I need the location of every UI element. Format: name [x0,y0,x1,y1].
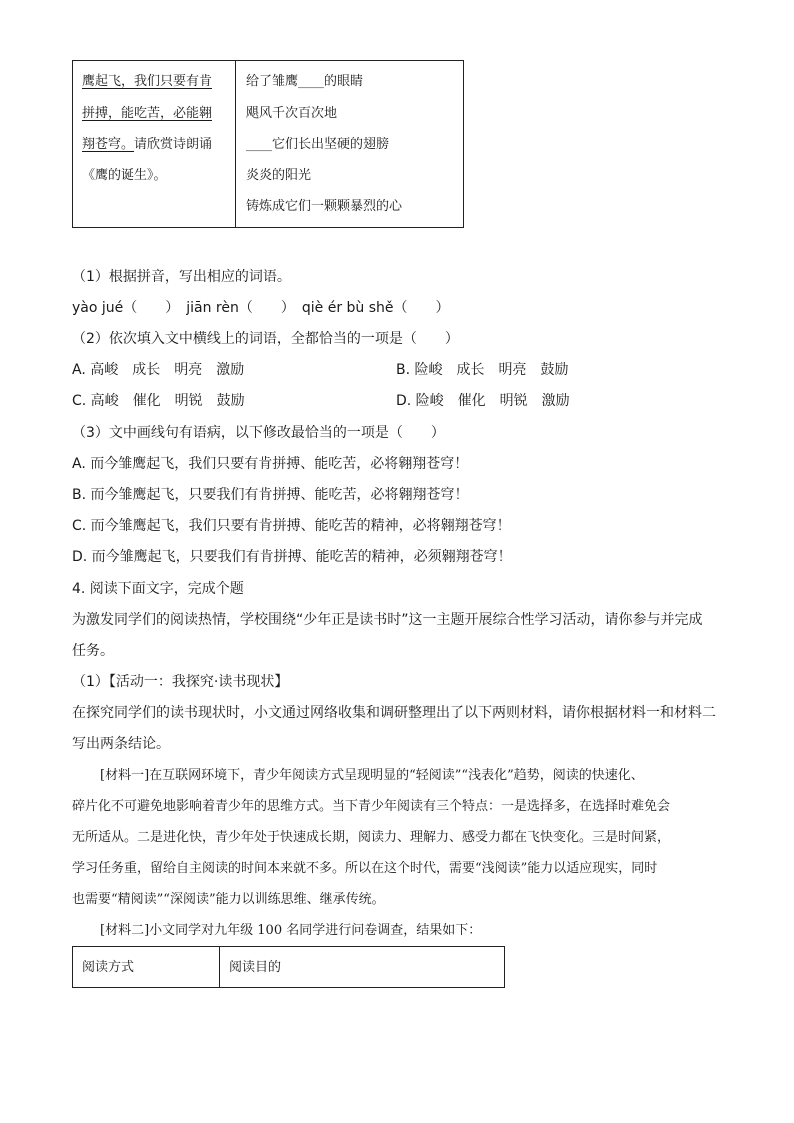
survey-table [72,946,505,988]
q4-intro-line-2: 任务。 [72,643,114,659]
q2-option-a[interactable]: A. 高峻 成长 明亮 激励 [72,362,245,378]
poem-right-line-1: 给了雏鹰____的眼睛 [246,74,364,89]
q4-task-line-2: 写出两条结论。 [72,736,170,752]
table-divider [219,947,220,987]
poem-right-line-5: 铸炼成它们一颗颗暴烈的心 [246,199,403,214]
q4-activity-1: （1）【活动一：我探究·读书现状】 [72,674,289,690]
q3-prompt: （3）文中画线句有语病，以下修改最恰当的一项是（ ） [72,425,445,441]
poem-right-line-3: ____它们长出坚硬的翅膀 [246,137,390,152]
q3-option-c[interactable]: C. 而今雏鹰起飞，我们只要有肯拼搏、能吃苦的精神，必将翱翔苍穹！ [72,518,511,534]
poem-left-line-1: 鹰起飞，我们只要有肯 [82,74,213,89]
q4-title: 4. 阅读下面文字，完成个题 [72,581,244,597]
material1-line-3: 无所适从。二是进化快，青少年处于快速成长期，阅读力、理解力、感受力都在飞快变化。三是时间紧， [72,830,671,845]
material1-line-1: [材料一]在互联网环境下，青少年阅读方式呈现明显的“轻阅读”“浅表化”趋势，阅读的快速化、 [100,768,644,783]
material2-text: [材料二]小文同学对九年级 100 名同学进行问卷调查，结果如下： [100,923,482,938]
poem-left-line-3-underlined: 翔苍穹。 [82,137,135,152]
poem-right-line-2: 飓风千次百次地 [246,106,338,121]
material1-line-4: 学习任务重，留给自主阅读的时间本来就不多。所以在这个时代，需要“浅阅读”能力以适应现实，同时 [72,861,658,876]
q1-pinyin: yào jué（ ） jiān rèn（ ） qiè ér bù shě（ ） [72,300,450,316]
survey-header-purpose: 阅读目的 [229,960,282,975]
poem-left-line-4: 《鹰的诞生》。 [82,168,167,183]
q2-prompt: （2）依次填入文中横线上的词语，全都恰当的一项是（ ） [72,331,459,347]
q2-option-b[interactable]: B. 险峻 成长 明亮 鼓励 [396,362,569,378]
poem-left-line-3 [82,137,212,153]
material1-line-5: 也需要“精阅读”“深阅读”能力以训练思维、继承传统。 [72,892,385,907]
q2-option-c[interactable]: C. 高峻 催化 明锐 鼓励 [72,393,245,409]
q3-option-a[interactable]: A. 而今雏鹰起飞，我们只要有肯拼搏、能吃苦，必将翱翔苍穹！ [72,456,469,472]
q4-task-line-1: 在探究同学们的读书现状时，小文通过网络收集和调研整理出了以下两则材料，请你根据材料一和材料二 [72,705,716,721]
material1-line-2: 碎片化不可避免地影响着青少年的思维方式。当下青少年阅读有三个特点：一是选择多，在选择时难免会 [72,799,671,814]
q3-option-b[interactable]: B. 而今雏鹰起飞，只要我们有肯拼搏、能吃苦，必将翱翔苍穹！ [72,487,469,503]
q4-intro-line-1: 为激发同学们的阅读热情，学校围绕“少年正是读书时”这一主题开展综合性学习活动，请你参与并完成 [72,612,703,628]
poem-right-line-4: 炎炎的阳光 [246,168,312,183]
q3-option-d[interactable]: D. 而今雏鹰起飞，只要我们有肯拼搏、能吃苦的精神，必须翱翔苍穹！ [72,549,512,565]
survey-header-method: 阅读方式 [82,960,135,975]
q2-option-d[interactable]: D. 险峻 催化 明锐 激励 [396,393,570,409]
poem-left-line-3-rest: 请欣赏诗朗诵 [134,137,213,152]
poem-left-line-2: 拼搏，能吃苦，必能翱 [82,106,213,121]
table-divider [235,61,236,227]
q1-prompt: （1）根据拼音，写出相应的词语。 [72,269,291,285]
